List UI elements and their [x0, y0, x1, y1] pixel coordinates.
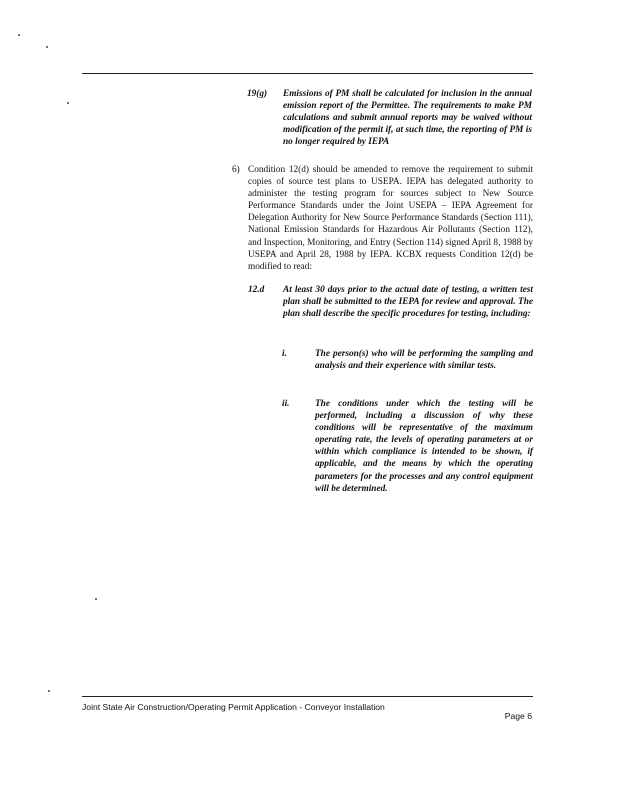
subitem-ii-number: ii.	[282, 399, 290, 409]
condition-19g	[247, 88, 532, 148]
condition-12d-subitem-ii	[282, 398, 533, 495]
condition-12d-text: At least 30 days prior to the actual date of testing, a written test plan shall be submitted to the IEPA for review and approval. The plan shall describe the specific procedures for testing, including:	[283, 285, 533, 320]
subitem-i-number: i.	[282, 349, 287, 359]
footer-rule	[82, 696, 533, 697]
request-item-6	[232, 164, 533, 273]
condition-12d-subitem-i	[282, 348, 533, 372]
subitem-ii-text: The conditions under which the testing will be performed, including a discussion of why these conditions will be representative of the maximum operating rate, the levels of operating parameters at or within which compliance is intended to be shown, if applicable, and the means by which the operating parameters for the processes and any control equipment will be determined.	[315, 399, 533, 494]
header-rule	[82, 73, 533, 74]
footer-title: Joint State Air Construction/Operating Permit Application - Conveyor Installation	[82, 702, 385, 712]
condition-19g-text: Emissions of PM shall be calculated for inclusion in the annual emission report of the Permittee. The requirements to make PM calculations and submit annual reports may be waived without modification of the permit if, at such time, the reporting of PM is no longer required by IEPA	[283, 89, 532, 148]
condition-12d-number: 12.d	[248, 285, 265, 295]
condition-12d	[248, 284, 533, 320]
request-item-6-number: 6)	[232, 165, 240, 175]
scan-speck	[48, 690, 50, 692]
scan-speck	[18, 34, 20, 36]
scan-speck	[95, 598, 97, 600]
subitem-i-text: The person(s) who will be performing the sampling and analysis and their experience with similar tests.	[315, 349, 533, 372]
request-item-6-text: Condition 12(d) should be amended to remove the requirement to submit copies of source test plans to USEPA. IEPA has delegated authority to administer the testing program for sources subject to New Source Performance Standards under the Joint USEPA – IEPA Agreement for Delegation Authority for New Source Performance Standards (Section 111), National Emission Standards for Hazardous Air Pollutants (Section 112), and Inspection, Monitoring, and Entry (Section 114) signed April 8, 1988 by USEPA and April 28, 1988 by IEPA. KCBX requests Condition 12(d) be modified to read:	[248, 165, 533, 272]
scan-speck	[67, 102, 69, 104]
condition-19g-number: 19(g)	[247, 89, 268, 99]
page-number: Page 6	[504, 711, 532, 721]
scan-speck	[46, 46, 48, 48]
